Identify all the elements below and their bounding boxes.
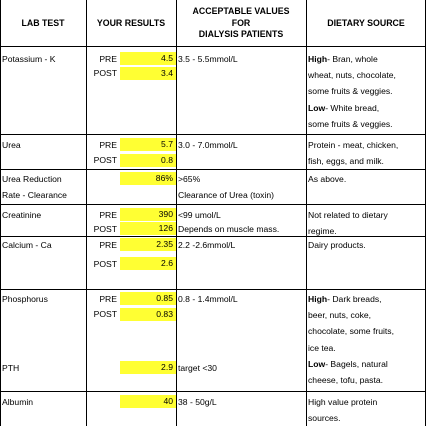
grid-line [0,46,426,47]
grid-line [0,289,426,290]
grid-line [86,0,87,426]
test-name-urr-line2: Rate - Clearance [2,189,67,200]
test-name-albumin: Albumin [2,396,34,407]
acceptable-urr-line1: >65% [178,173,201,184]
test-name-creatinine: Creatinine [2,209,42,220]
acceptable-phosphorus: 0.8 - 1.4mmol/L [178,293,238,304]
post-label-urea: POST [93,154,117,165]
diet-line: High - Bran, whole [308,53,378,64]
result-pre-urea: 5.7 [120,138,176,151]
header-acceptable-line1: ACCEPTABLE VALUES [192,5,290,16]
grid-line [0,169,426,170]
test-name-calcium: Calcium - Ca [2,239,52,250]
result-post-creatinine: 126 [120,222,176,235]
test-name-phosphorus: Phosphorus [2,293,48,304]
acceptable-urr-line2: Clearance of Urea (toxin) [178,189,275,200]
pre-label-urea: PRE [99,139,117,150]
grid-line [0,236,426,237]
grid-line [176,0,177,426]
pre-label-creatinine: PRE [99,209,117,220]
acceptable-creatinine-line1: <99 umol/L [178,209,221,220]
post-label-calcium: POST [93,258,117,269]
header-acceptable-values [176,0,306,46]
post-label-phosphorus: POST [93,308,117,319]
diet-line: beer, nuts, coke, [308,310,372,320]
diet-urr: As above. [308,173,347,184]
grid-line [0,204,426,205]
pre-label-potassium: PRE [99,53,117,64]
diet-line: some fruits & veggies. [308,86,393,97]
result-pre-phosphorus: 0.85 [120,292,176,305]
header-lab-test: LAB TEST [21,17,65,28]
diet-line: some fruits & veggies. [308,118,393,129]
acceptable-calcium: 2.2 -2.6mmol/L [178,239,236,250]
result-pre-calcium: 2.35 [120,238,176,251]
result-post-urea: 0.8 [120,154,176,167]
grid-line [0,391,426,392]
diet-line: wheat, nuts, chocolate, [308,70,396,80]
diet-line: chocolate, some fruits, [308,326,394,337]
diet-calcium: Dairy products. [308,239,366,250]
grid-line [0,134,426,135]
result-post-potassium: 3.4 [120,67,176,80]
acceptable-creatinine-line2: Depends on muscle mass. [178,223,280,234]
diet-line: Low - Bagels, natural [308,358,388,369]
diet-line: High - Dark breads, [308,293,382,304]
acceptable-pth: target <30 [178,362,217,373]
header-your-results: YOUR RESULTS [96,17,166,28]
acceptable-albumin: 38 - 50g/L [178,396,217,407]
result-pre-creatinine: 390 [120,208,176,221]
acceptable-potassium: 3.5 - 5.5mmol/L [178,53,238,64]
diet-line: High value protein [308,396,378,407]
result-urr: 86% [120,172,176,185]
result-pth: 2.9 [120,361,176,374]
result-pre-potassium: 4.5 [120,52,176,65]
grid-line [306,0,307,426]
diet-line: sources. [308,413,341,423]
test-name-urea: Urea [2,139,21,150]
diet-line: Not related to dietary [308,209,388,220]
result-albumin: 40 [120,395,176,408]
post-label-potassium: POST [93,67,117,78]
result-post-calcium: 2.6 [120,257,176,270]
header-acceptable-line2: FOR [231,17,251,28]
diet-line: cheese, tofu, pasta. [308,375,384,386]
pre-label-calcium: PRE [99,239,117,250]
diet-line: Protein - meat, chicken, [308,139,399,150]
test-name-urr-line1: Urea Reduction [2,173,62,184]
diet-line: fish, eggs, and milk. [308,156,384,166]
diet-line: Low - White bread, [308,102,380,113]
result-post-phosphorus: 0.83 [120,308,176,321]
acceptable-urea: 3.0 - 7.0mmol/L [178,139,238,150]
post-label-creatinine: POST [93,223,117,234]
test-name-potassium: Potassium - K [2,53,56,64]
test-name-pth: PTH [2,362,20,373]
pre-label-phosphorus: PRE [99,293,117,304]
diet-line: ice tea. [308,342,336,353]
grid-line [0,0,1,426]
diet-line: regime. [308,226,337,236]
header-acceptable-line3: DIALYSIS PATIENTS [198,29,284,40]
header-dietary-source: DIETARY SOURCE [327,17,405,28]
